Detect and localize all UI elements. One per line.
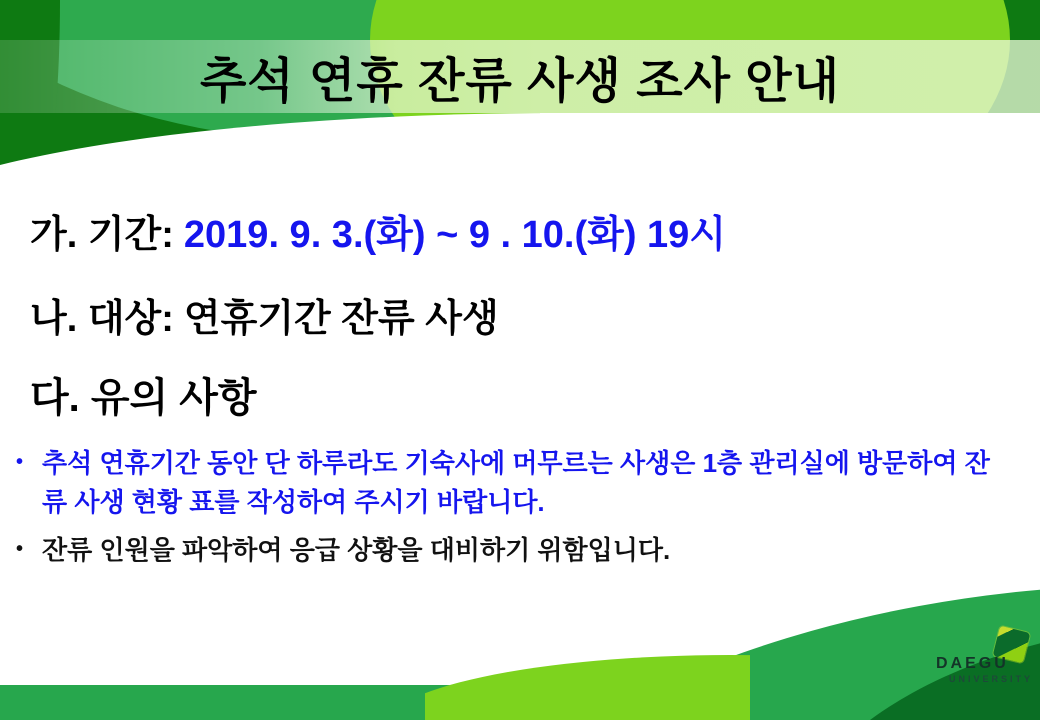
section-label-notes: 다. 유의 사항 <box>30 376 257 420</box>
title-band <box>0 40 1040 113</box>
logo-university-subtitle: UNIVERSITY <box>949 674 1034 684</box>
bullet-marker-icon: • <box>16 538 24 560</box>
footer-bright-green-wedge <box>425 648 750 720</box>
header-white-fill <box>540 113 1040 166</box>
header-decoration <box>0 0 1040 166</box>
notes-bullet-list <box>14 444 999 579</box>
bullet-marker-icon: • <box>16 451 24 473</box>
section-value-target: 연휴기간 잔류 사생 <box>183 298 499 340</box>
daegu-university-logo <box>930 625 1040 695</box>
section-label-period: 가. 기간: <box>30 214 174 256</box>
bullet-text-emergency-reason: 잔류 인원을 파악하여 응급 상황을 대비하기 위함입니다. <box>42 535 671 565</box>
bullet-item-visit-office <box>14 444 999 522</box>
slide-title: 추석 연휴 잔류 사생 조사 안내 <box>199 55 841 108</box>
section-line-period <box>30 203 726 258</box>
bullet-text-visit-office: 추석 연휴기간 동안 단 하루라도 기숙사에 머무르는 사생은 1층 관리실에 방문하여 잔류 사생 현황 표를 작성하여 주시기 바랍니다. <box>42 448 990 517</box>
section-line-notes <box>30 366 267 423</box>
logo-university-name: DAEGU <box>936 655 1009 672</box>
section-value-period: 2019. 9. 3.(화) ~ 9 . 10.(화) 19시 <box>183 214 727 256</box>
footer-decoration <box>0 560 1040 720</box>
section-label-target: 나. 대상: <box>30 298 174 340</box>
section-line-target <box>30 287 499 342</box>
